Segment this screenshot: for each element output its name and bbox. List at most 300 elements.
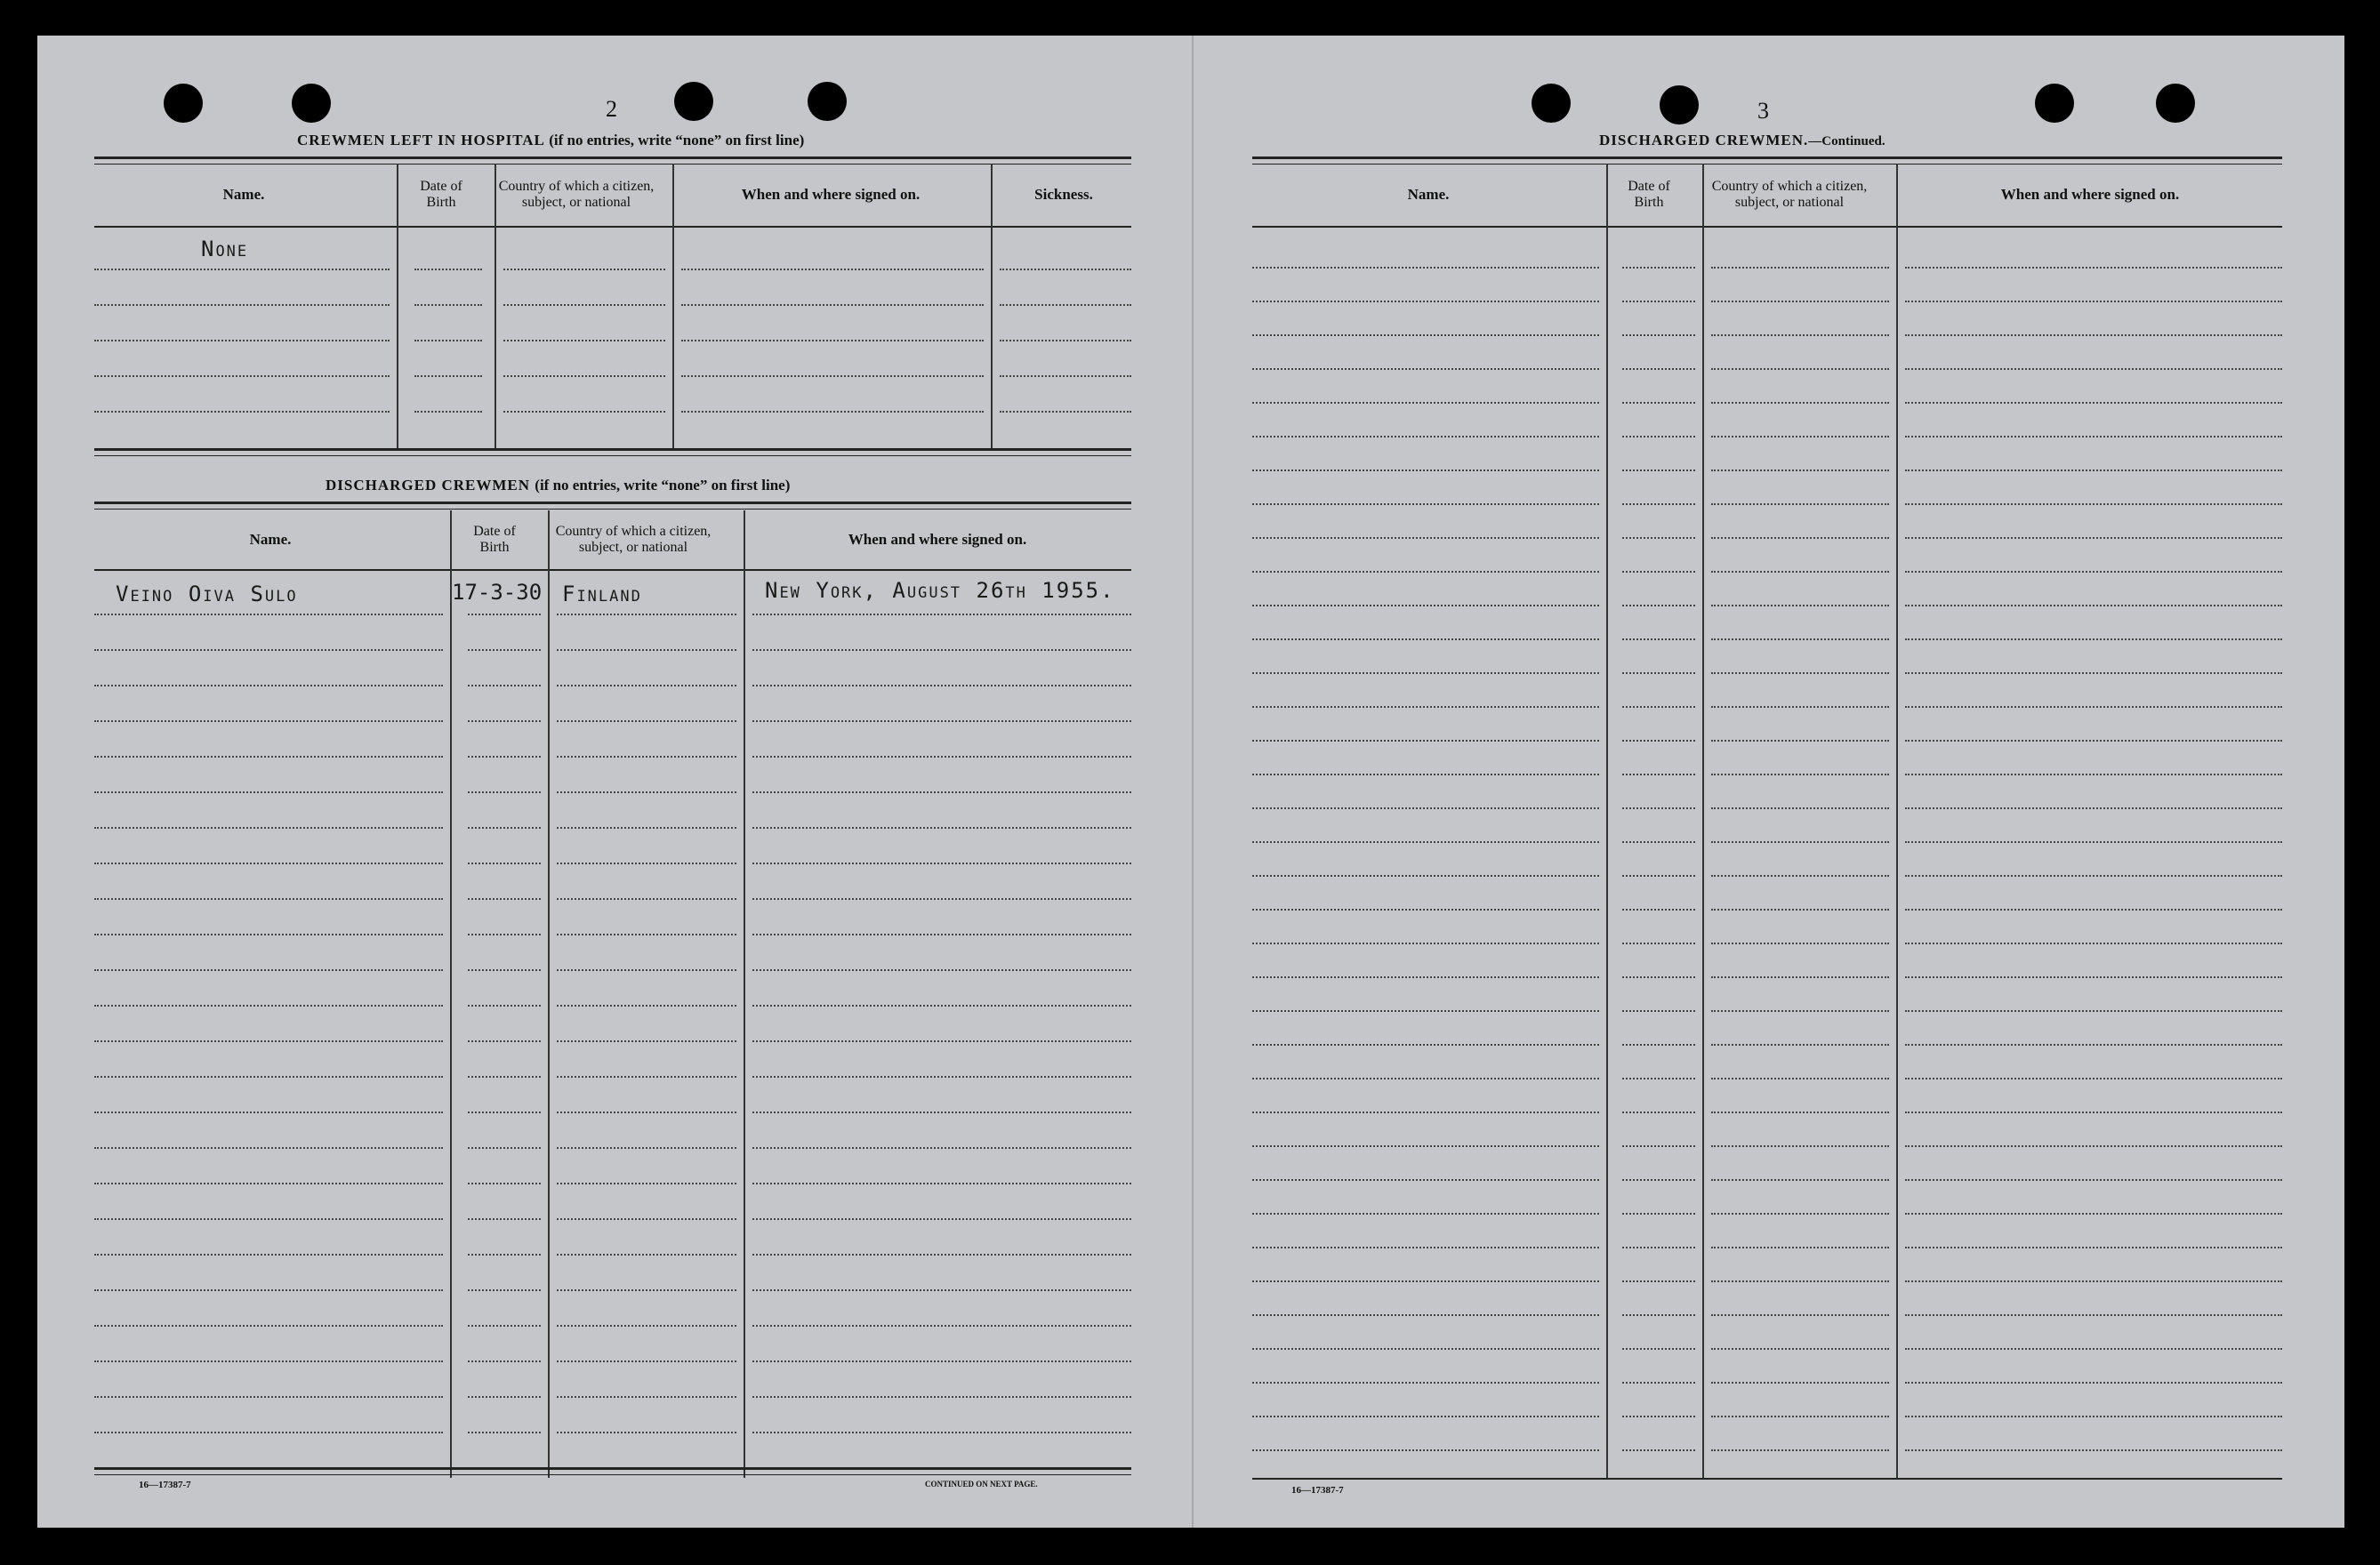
- dotted-writing-line: [94, 304, 390, 306]
- dotted-writing-line: [1622, 537, 1695, 539]
- dotted-writing-line: [1622, 267, 1695, 269]
- dotted-writing-line: [94, 685, 443, 686]
- hospital-section-title: CREWMEN LEFT IN HOSPITAL (if no entries, write “none” on first line): [297, 132, 805, 148]
- dotted-writing-line: [468, 1147, 541, 1149]
- hospital-top-rule: [94, 156, 1131, 165]
- dotted-writing-line: [557, 1005, 736, 1007]
- dotted-writing-line: [1622, 1382, 1695, 1384]
- discharged-signed-cell: New York, August 26th 1955.: [765, 578, 1115, 603]
- dotted-writing-line: [752, 1432, 1131, 1433]
- dotted-writing-line: [468, 1289, 541, 1291]
- dotted-writing-line: [752, 1325, 1131, 1327]
- dotted-writing-line: [557, 1147, 736, 1149]
- dotted-writing-line: [94, 898, 443, 900]
- dotted-writing-line: [94, 1396, 443, 1398]
- dotted-writing-line: [468, 685, 541, 686]
- dotted-writing-line: [557, 1325, 736, 1327]
- dotted-writing-line: [94, 827, 443, 829]
- dotted-writing-line: [1905, 1213, 2282, 1215]
- hospital-col-country: Country of which a citizen, subject, or national: [498, 179, 655, 210]
- dotted-writing-line: [1622, 1145, 1695, 1147]
- dotted-writing-line: [1711, 1280, 1889, 1282]
- dotted-writing-line: [557, 1076, 736, 1078]
- dotted-writing-line: [752, 1147, 1131, 1149]
- dotted-writing-line: [94, 1360, 443, 1362]
- dotted-writing-line: [94, 1289, 443, 1291]
- dotted-writing-line: [1905, 638, 2282, 640]
- discharged-col-signed: When and where signed on.: [848, 531, 1027, 548]
- dotted-writing-line: [1252, 807, 1599, 809]
- hospital-bottom-rule: [94, 448, 1131, 456]
- dotted-writing-line: [1252, 1280, 1599, 1282]
- dotted-writing-line: [557, 791, 736, 793]
- dotted-writing-line: [1252, 943, 1599, 944]
- dotted-writing-line: [1252, 1112, 1599, 1113]
- dotted-writing-line: [468, 898, 541, 900]
- dotted-writing-line: [1711, 1416, 1889, 1417]
- hospital-header-rule: [94, 226, 1131, 228]
- dotted-writing-line: [1711, 571, 1889, 573]
- dotted-writing-line: [1711, 774, 1889, 775]
- right-vline: [1896, 164, 1898, 1478]
- dotted-writing-line: [94, 1112, 443, 1113]
- dotted-writing-line: [1711, 672, 1889, 674]
- dotted-writing-line: [752, 1112, 1131, 1113]
- dotted-writing-line: [1252, 875, 1599, 877]
- dotted-writing-line: [1252, 672, 1599, 674]
- dotted-writing-line: [1711, 1449, 1889, 1451]
- binder-hole: [2156, 84, 2195, 123]
- dotted-writing-line: [1905, 537, 2282, 539]
- dotted-writing-line: [1622, 740, 1695, 742]
- dotted-writing-line: [1622, 605, 1695, 606]
- dotted-writing-line: [94, 340, 390, 341]
- dotted-writing-line: [1905, 1449, 2282, 1451]
- dotted-writing-line: [1252, 1213, 1599, 1215]
- dotted-writing-line: [1622, 334, 1695, 336]
- dotted-writing-line: [1711, 334, 1889, 336]
- dotted-writing-line: [1905, 672, 2282, 674]
- dotted-writing-line: [1252, 909, 1599, 911]
- dotted-writing-line: [468, 1005, 541, 1007]
- dotted-writing-line: [1252, 1416, 1599, 1417]
- dotted-writing-line: [752, 1289, 1131, 1291]
- dotted-writing-line: [1622, 774, 1695, 775]
- dotted-writing-line: [1622, 470, 1695, 471]
- hospital-col-name: Name.: [222, 186, 265, 203]
- dotted-writing-line: [1252, 1449, 1599, 1451]
- dotted-writing-line: [1711, 1078, 1889, 1079]
- dotted-writing-line: [1622, 503, 1695, 505]
- dotted-writing-line: [468, 1040, 541, 1042]
- hospital-entry-none: None: [201, 237, 249, 261]
- dotted-writing-line: [557, 898, 736, 900]
- dotted-writing-line: [94, 791, 443, 793]
- discharged-header-rule: [94, 569, 1131, 571]
- right-col-signed: When and where signed on.: [2000, 186, 2180, 203]
- dotted-writing-line: [94, 411, 390, 413]
- dotted-writing-line: [1252, 605, 1599, 606]
- dotted-writing-line: [1622, 1044, 1695, 1046]
- right-top-rule: [1252, 156, 2282, 165]
- dotted-writing-line: [1252, 1179, 1599, 1181]
- hospital-vline: [494, 164, 496, 448]
- dotted-writing-line: [1905, 1416, 2282, 1417]
- dotted-writing-line: [1905, 1078, 2282, 1079]
- dotted-writing-line: [468, 720, 541, 722]
- dotted-writing-line: [503, 304, 665, 306]
- dotted-writing-line: [414, 411, 482, 413]
- dotted-writing-line: [94, 1432, 443, 1433]
- dotted-writing-line: [94, 969, 443, 971]
- dotted-writing-line: [1711, 605, 1889, 606]
- dotted-writing-line: [752, 1005, 1131, 1007]
- dotted-writing-line: [752, 1254, 1131, 1256]
- hospital-col-dob: Date of Birth: [420, 179, 462, 210]
- discharged-section-title: DISCHARGED CREWMEN (if no entries, write “none” on first line): [326, 477, 791, 494]
- page-fold: [1192, 36, 1194, 1528]
- dotted-writing-line: [1905, 368, 2282, 370]
- dotted-writing-line: [1711, 740, 1889, 742]
- dotted-writing-line: [94, 1040, 443, 1042]
- dotted-writing-line: [557, 1360, 736, 1362]
- right-bottom-rule: [1252, 1478, 2282, 1480]
- dotted-writing-line: [1252, 740, 1599, 742]
- dotted-writing-line: [468, 649, 541, 651]
- dotted-writing-line: [1905, 436, 2282, 437]
- hospital-vline: [991, 164, 993, 448]
- dotted-writing-line: [1711, 875, 1889, 877]
- dotted-writing-line: [557, 614, 736, 615]
- binder-hole: [164, 84, 203, 123]
- dotted-writing-line: [1252, 402, 1599, 404]
- dotted-writing-line: [1711, 1314, 1889, 1316]
- dotted-writing-line: [1905, 1247, 2282, 1248]
- dotted-writing-line: [414, 269, 482, 270]
- dotted-writing-line: [681, 304, 984, 306]
- dotted-writing-line: [1905, 605, 2282, 606]
- dotted-writing-line: [468, 1432, 541, 1433]
- dotted-writing-line: [1622, 807, 1695, 809]
- dotted-writing-line: [1622, 841, 1695, 843]
- dotted-writing-line: [1905, 943, 2282, 944]
- dotted-writing-line: [752, 969, 1131, 971]
- discharged-vline: [450, 510, 452, 1478]
- dotted-writing-line: [1622, 1010, 1695, 1012]
- dotted-writing-line: [1252, 436, 1599, 437]
- dotted-writing-line: [1905, 706, 2282, 708]
- discharged-country-cell: Finland: [562, 582, 642, 606]
- dotted-writing-line: [557, 863, 736, 864]
- dotted-writing-line: [1252, 334, 1599, 336]
- dotted-writing-line: [468, 863, 541, 864]
- dotted-writing-line: [468, 614, 541, 615]
- dotted-writing-line: [414, 304, 482, 306]
- dotted-writing-line: [557, 1218, 736, 1220]
- dotted-writing-line: [1622, 1213, 1695, 1215]
- discharged-top-rule: [94, 502, 1131, 510]
- dotted-writing-line: [557, 934, 736, 935]
- dotted-writing-line: [1711, 1348, 1889, 1350]
- dotted-writing-line: [1905, 571, 2282, 573]
- discharged-vline: [548, 510, 550, 1478]
- dotted-writing-line: [1711, 1145, 1889, 1147]
- dotted-writing-line: [1252, 1010, 1599, 1012]
- dotted-writing-line: [752, 1396, 1131, 1398]
- dotted-writing-line: [468, 1325, 541, 1327]
- dotted-writing-line: [468, 1396, 541, 1398]
- dotted-writing-line: [1252, 503, 1599, 505]
- dotted-writing-line: [752, 934, 1131, 935]
- hospital-vline: [672, 164, 674, 448]
- dotted-writing-line: [468, 756, 541, 758]
- dotted-writing-line: [94, 720, 443, 722]
- discharged-vline: [744, 510, 745, 1478]
- right-vline: [1606, 164, 1608, 1478]
- dotted-writing-line: [1622, 1314, 1695, 1316]
- dotted-writing-line: [1711, 909, 1889, 911]
- dotted-writing-line: [1905, 740, 2282, 742]
- dotted-writing-line: [681, 269, 984, 270]
- dotted-writing-line: [1252, 470, 1599, 471]
- dotted-writing-line: [414, 340, 482, 341]
- dotted-writing-line: [752, 1360, 1131, 1362]
- discharged-col-country: Country of which a citizen, subject, or national: [555, 524, 712, 555]
- dotted-writing-line: [1252, 638, 1599, 640]
- dotted-writing-line: [681, 340, 984, 341]
- dotted-writing-line: [1711, 267, 1889, 269]
- dotted-writing-line: [1711, 943, 1889, 944]
- binder-hole: [2035, 84, 2074, 123]
- dotted-writing-line: [557, 685, 736, 686]
- dotted-writing-line: [94, 1183, 443, 1184]
- dotted-writing-line: [1000, 304, 1131, 306]
- dotted-writing-line: [1711, 1382, 1889, 1384]
- dotted-writing-line: [1622, 368, 1695, 370]
- dotted-writing-line: [1711, 1247, 1889, 1248]
- hospital-col-signed: When and where signed on.: [741, 186, 921, 203]
- right-page-number: 3: [1757, 98, 1769, 124]
- dotted-writing-line: [1622, 706, 1695, 708]
- right-section-title: DISCHARGED CREWMEN.—Continued.: [1599, 132, 1886, 148]
- dotted-writing-line: [503, 340, 665, 341]
- dotted-writing-line: [94, 1005, 443, 1007]
- dotted-writing-line: [1622, 1112, 1695, 1113]
- dotted-writing-line: [1905, 402, 2282, 404]
- dotted-writing-line: [1905, 909, 2282, 911]
- dotted-writing-line: [94, 756, 443, 758]
- dotted-writing-line: [1711, 1213, 1889, 1215]
- binder-hole: [1660, 85, 1699, 124]
- dotted-writing-line: [468, 969, 541, 971]
- dotted-writing-line: [752, 756, 1131, 758]
- right-col-country: Country of which a citizen, subject, or national: [1711, 179, 1868, 210]
- dotted-writing-line: [1252, 571, 1599, 573]
- dotted-writing-line: [1711, 503, 1889, 505]
- dotted-writing-line: [557, 827, 736, 829]
- dotted-writing-line: [557, 1396, 736, 1398]
- dotted-writing-line: [1905, 807, 2282, 809]
- dotted-writing-line: [752, 1183, 1131, 1184]
- dotted-writing-line: [94, 614, 443, 615]
- dotted-writing-line: [1905, 334, 2282, 336]
- dotted-writing-line: [468, 1076, 541, 1078]
- dotted-writing-line: [1622, 1449, 1695, 1451]
- dotted-writing-line: [1622, 1078, 1695, 1079]
- dotted-writing-line: [1622, 1247, 1695, 1248]
- dotted-writing-line: [1252, 1145, 1599, 1147]
- dotted-writing-line: [468, 827, 541, 829]
- dotted-writing-line: [468, 1254, 541, 1256]
- dotted-writing-line: [1711, 841, 1889, 843]
- discharged-dob-cell: 17-3-30: [452, 580, 543, 605]
- dotted-writing-line: [752, 1076, 1131, 1078]
- dotted-writing-line: [94, 1218, 443, 1220]
- dotted-writing-line: [557, 1112, 736, 1113]
- dotted-writing-line: [414, 375, 482, 377]
- binder-hole: [674, 82, 713, 121]
- discharged-col-dob: Date of Birth: [473, 524, 516, 555]
- dotted-writing-line: [1905, 1044, 2282, 1046]
- dotted-writing-line: [1905, 1010, 2282, 1012]
- dotted-writing-line: [1905, 301, 2282, 302]
- dotted-writing-line: [468, 934, 541, 935]
- dotted-writing-line: [1905, 841, 2282, 843]
- dotted-writing-line: [1711, 1112, 1889, 1113]
- dotted-writing-line: [1622, 1280, 1695, 1282]
- dotted-writing-line: [1905, 1145, 2282, 1147]
- dotted-writing-line: [1905, 976, 2282, 978]
- discharged-name-cell: Veino Oiva Sulo: [116, 582, 298, 606]
- dotted-writing-line: [752, 614, 1131, 615]
- dotted-writing-line: [1905, 875, 2282, 877]
- dotted-writing-line: [557, 1040, 736, 1042]
- dotted-writing-line: [1905, 1382, 2282, 1384]
- dotted-writing-line: [1622, 638, 1695, 640]
- dotted-writing-line: [1252, 706, 1599, 708]
- dotted-writing-line: [468, 1112, 541, 1113]
- dotted-writing-line: [1622, 672, 1695, 674]
- dotted-writing-line: [468, 791, 541, 793]
- dotted-writing-line: [1252, 267, 1599, 269]
- dotted-writing-line: [1252, 368, 1599, 370]
- dotted-writing-line: [1252, 1078, 1599, 1079]
- dotted-writing-line: [681, 411, 984, 413]
- dotted-writing-line: [1252, 1382, 1599, 1384]
- dotted-writing-line: [1905, 267, 2282, 269]
- dotted-writing-line: [752, 649, 1131, 651]
- dotted-writing-line: [1711, 537, 1889, 539]
- dotted-writing-line: [557, 1432, 736, 1433]
- dotted-writing-line: [1252, 1247, 1599, 1248]
- dotted-writing-line: [1711, 1044, 1889, 1046]
- dotted-writing-line: [503, 411, 665, 413]
- left-page-number: 2: [606, 96, 617, 122]
- dotted-writing-line: [557, 649, 736, 651]
- dotted-writing-line: [1711, 402, 1889, 404]
- dotted-writing-line: [1622, 436, 1695, 437]
- dotted-writing-line: [1622, 301, 1695, 302]
- dotted-writing-line: [468, 1218, 541, 1220]
- dotted-writing-line: [1905, 503, 2282, 505]
- dotted-writing-line: [752, 685, 1131, 686]
- continued-note: CONTINUED ON NEXT PAGE.: [925, 1480, 1038, 1489]
- hospital-vline: [397, 164, 398, 448]
- dotted-writing-line: [1622, 976, 1695, 978]
- dotted-writing-line: [1252, 1348, 1599, 1350]
- dotted-writing-line: [94, 1147, 443, 1149]
- dotted-writing-line: [1711, 301, 1889, 302]
- dotted-writing-line: [1252, 537, 1599, 539]
- dotted-writing-line: [1711, 976, 1889, 978]
- dotted-writing-line: [1905, 1179, 2282, 1181]
- dotted-writing-line: [1905, 1112, 2282, 1113]
- dotted-writing-line: [94, 1325, 443, 1327]
- dotted-writing-line: [1000, 269, 1131, 270]
- dotted-writing-line: [503, 269, 665, 270]
- dotted-writing-line: [1711, 706, 1889, 708]
- dotted-writing-line: [557, 720, 736, 722]
- dotted-writing-line: [94, 649, 443, 651]
- dotted-writing-line: [1252, 976, 1599, 978]
- dotted-writing-line: [1622, 1416, 1695, 1417]
- dotted-writing-line: [1622, 571, 1695, 573]
- dotted-writing-line: [557, 1289, 736, 1291]
- dotted-writing-line: [94, 934, 443, 935]
- dotted-writing-line: [1905, 1280, 2282, 1282]
- dotted-writing-line: [1622, 402, 1695, 404]
- dotted-writing-line: [1622, 1348, 1695, 1350]
- dotted-writing-line: [94, 863, 443, 864]
- left-form-number: 16—17387-7: [139, 1480, 191, 1490]
- right-header-rule: [1252, 226, 2282, 228]
- dotted-writing-line: [557, 1183, 736, 1184]
- dotted-writing-line: [1622, 909, 1695, 911]
- hospital-col-sickness: Sickness.: [1034, 186, 1093, 203]
- right-col-dob: Date of Birth: [1628, 179, 1670, 210]
- dotted-writing-line: [752, 791, 1131, 793]
- dotted-writing-line: [752, 863, 1131, 864]
- dotted-writing-line: [1252, 774, 1599, 775]
- dotted-writing-line: [94, 269, 390, 270]
- discharged-bottom-rule: [94, 1467, 1131, 1475]
- dotted-writing-line: [1711, 470, 1889, 471]
- dotted-writing-line: [1711, 368, 1889, 370]
- dotted-writing-line: [1905, 774, 2282, 775]
- dotted-writing-line: [752, 720, 1131, 722]
- binder-hole: [292, 84, 331, 123]
- dotted-writing-line: [1711, 1179, 1889, 1181]
- binder-hole: [1532, 84, 1571, 123]
- right-col-name: Name.: [1407, 186, 1450, 203]
- dotted-writing-line: [1252, 1314, 1599, 1316]
- right-form-number: 16—17387-7: [1291, 1485, 1344, 1496]
- dotted-writing-line: [94, 1254, 443, 1256]
- dotted-writing-line: [1711, 1010, 1889, 1012]
- dotted-writing-line: [468, 1183, 541, 1184]
- dotted-writing-line: [557, 1254, 736, 1256]
- dotted-writing-line: [1622, 875, 1695, 877]
- dotted-writing-line: [1000, 411, 1131, 413]
- dotted-writing-line: [557, 756, 736, 758]
- binder-hole: [808, 82, 847, 121]
- dotted-writing-line: [1000, 375, 1131, 377]
- dotted-writing-line: [752, 1040, 1131, 1042]
- dotted-writing-line: [1905, 470, 2282, 471]
- right-vline: [1702, 164, 1704, 1478]
- dotted-writing-line: [681, 375, 984, 377]
- document-sheet: [37, 36, 2344, 1528]
